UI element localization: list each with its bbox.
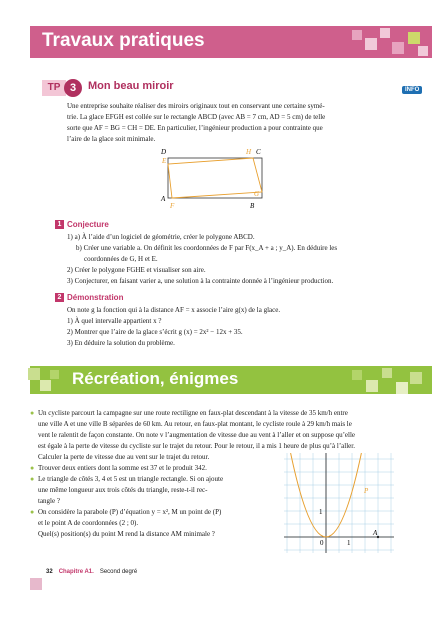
demonstration-line: 2) Montrer que l’aire de la glace s’écrit g (x) = 2x² − 12x + 35. (67, 328, 243, 336)
conjecture-line: 2) Créer le polygone FGHE et visualiser son aire. (67, 266, 206, 274)
bullet-icon: ● (30, 464, 35, 472)
parabola-graph (284, 453, 394, 553)
label-h: H (246, 148, 252, 156)
label-parabola: P (364, 487, 369, 495)
label-b: B (250, 202, 255, 210)
intro-line: trie. La glace EFGH est collée sur le rectangle ABCD (avec AB = 7 cm, AD = 5 cm) de telle (67, 113, 326, 121)
conjecture-line: b) Créer une variable a. On définit les coordonnées de F par F(x_A + a ; y_A). En déduire les (76, 244, 338, 252)
riddle-line: et le point A de coordonnées (2 ; 0). (38, 519, 139, 527)
conjecture-line: 3) Conjecturer, en faisant varier a, une solution à la contrainte donnée à l’ingénieur production. (67, 277, 334, 285)
conjecture-line: 1) a) À l’aide d’un logiciel de géométrie, créer le polygone ABCD. (67, 233, 255, 241)
intro-line: Une entreprise souhaite réaliser des miroirs originaux tout en conservant une certaine symé- (67, 102, 325, 110)
label-d: D (161, 148, 167, 156)
riddle-line: tangle ? (38, 497, 60, 505)
riddle-line: Calculer la perte de vitesse due au vent sur le trajet du retour. (38, 453, 210, 461)
riddle-line: On considère la parabole (P) d’équation y = x², M un point de (P) (38, 508, 222, 516)
label-origin: 0 (320, 539, 324, 547)
info-badge: INFO (402, 86, 422, 94)
chapter-label: Chapitre A1. (58, 569, 94, 575)
riddle-line: Quel(s) position(s) du point M rend la distance AM minimale ? (38, 530, 215, 538)
tp-number: 3 (64, 79, 82, 97)
chapter-name: Second degré (99, 569, 138, 575)
demonstration-line: On note g la fonction qui à la distance AF = x associe l’aire g(x) de la glace. (67, 306, 281, 314)
conjecture-line: coordonnées de G, H et E. (84, 255, 158, 263)
page-number: 32 (46, 569, 53, 575)
mirror-figure (150, 146, 280, 210)
demonstration-line: 1) À quel intervalle appartient x ? (67, 317, 162, 325)
label-f: F (170, 202, 175, 210)
section-title: Conjecture (67, 220, 109, 229)
rectangle-abcd (168, 158, 262, 198)
intro-line: l’aire de la glace soit minimale. (67, 135, 156, 143)
tp-title: Mon beau miroir (88, 80, 174, 92)
bullet-icon: ● (30, 508, 35, 516)
intro-line: sorte que AF = BG = CH = DE. En particulier, l’ingénieur production a pour contrainte que (67, 124, 323, 132)
label-a: A (161, 195, 166, 203)
section-number: 1 (55, 220, 64, 229)
label-one-x: 1 (347, 539, 351, 547)
riddle-line: Un cycliste parcourt la campagne sur une route rectiligne en faux-plat descendant à la vitesse de 35 km/h entre (38, 409, 348, 417)
riddle-line: est égale à la perte de vitesse du cycliste sur le trajet du retour. Pour le retour, il a mis 1 heure de plus qu’à l’aller. (38, 442, 355, 450)
polygon-efgh (168, 158, 262, 198)
section-number: 2 (55, 293, 64, 302)
tp-label: TP (42, 80, 66, 96)
riddle-line: Trouver deux entiers dont la somme est 37 et le produit 342. (38, 464, 207, 472)
page-footer (46, 569, 137, 575)
label-point-a: A (373, 529, 378, 537)
label-e: E (162, 157, 167, 165)
riddle-line: vent le ralentit de façon constante. On note v l’augmentation de vitesse due au vent à l’aller et on suppose qu’elle (38, 431, 356, 439)
label-one-y: 1 (319, 508, 323, 516)
demonstration-line: 3) En déduire la solution du problème. (67, 339, 175, 347)
riddle-line: Le triangle de côtés 3, 4 et 5 est un triangle rectangle. Si on ajoute (38, 475, 224, 483)
label-g: G (254, 190, 260, 198)
label-c: C (256, 148, 261, 156)
riddle-line: une même longueur aux trois côtés du triangle, reste-t-il rec- (38, 486, 208, 494)
section-conjecture-heading (55, 220, 109, 229)
bullet-icon: ● (30, 409, 35, 417)
section-title: Démonstration (67, 293, 124, 302)
bullet-icon: ● (30, 475, 35, 483)
footer-decoration (30, 578, 42, 590)
page-title: Travaux pratiques (42, 30, 205, 51)
section-demonstration-heading (55, 293, 123, 302)
riddle-line: une ville A et une ville B séparées de 60 km. Au retour, en faux-plat montant, le cycliste roule à 29 km/h mais le (38, 420, 352, 428)
recreation-title: Récréation, énigmes (72, 369, 239, 388)
